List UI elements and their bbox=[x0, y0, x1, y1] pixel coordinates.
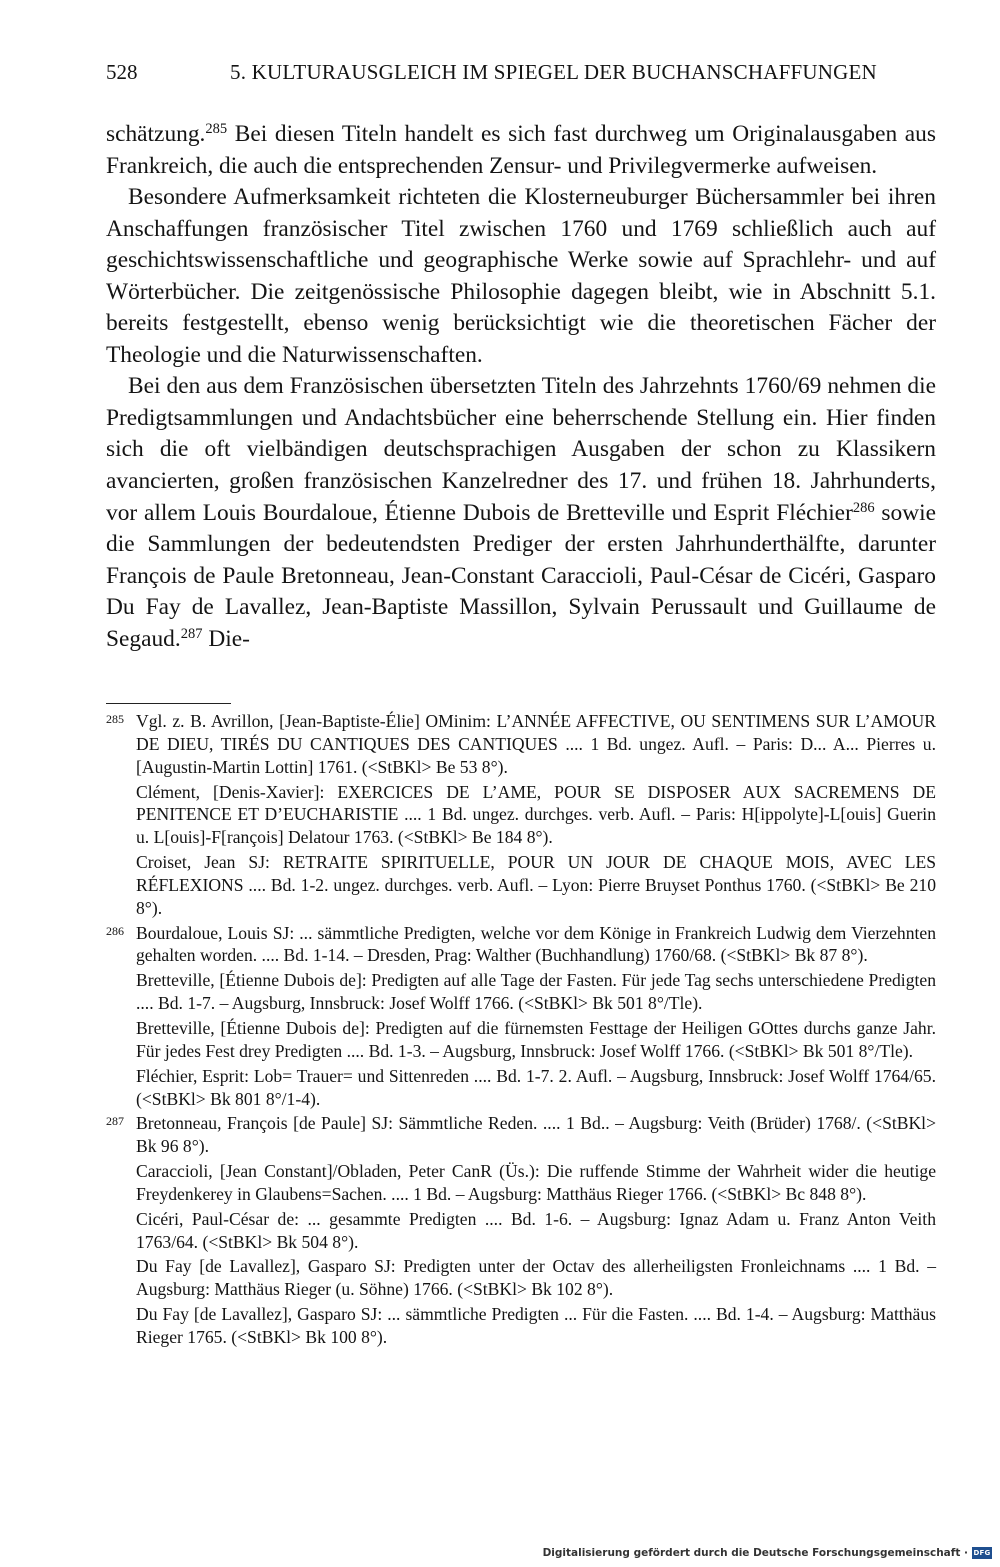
running-header bbox=[106, 58, 936, 86]
footnote-287 bbox=[106, 1112, 936, 1348]
footnote-entry: Bretteville, [Étienne Dubois de]: Predigten auf die fürnemsten Festtage der Heiligen GOttes durchs ganze Jahr. Für jedes Fest drey Predigten .... Bd. 1-3. – Augsburg, Innsbruck: Josef Wolff 1766. (<StBKl> Bk 501 8°/Tle). bbox=[136, 1017, 936, 1061]
footnote-ref-287[interactable]: 287 bbox=[180, 625, 203, 642]
dfg-logo-icon: DFG bbox=[973, 1549, 991, 1557]
digitization-credit bbox=[543, 1545, 992, 1561]
footnote-entry: Caraccioli, [Jean Constant]/Obladen, Peter CanR (Üs.): Die ruffende Stimme der Wahrheit wider die heutige Freydenkerey in Glaubens=Sachen. .... 1 Bd. – Augsburg: Matthäus Rieger 1766. (<StBKl> Bc 848 8°). bbox=[136, 1161, 936, 1204]
footnote-286 bbox=[106, 922, 936, 1111]
paragraph-3-text-a: Bei den aus dem Französischen übersetzten Titeln des Jahrzehnts 1760/69 nehmen die Predigtsammlungen und Andachtsbücher eine beherrschende Stellung ein. Hier finden sich die oft vielbändigen deutschsprachigen Ausgaben der schon zu Klassikern avancierten, großen französischen Kanzelredner des 17. und frühen 18. Jahrhunderts, vor allem Louis Bourdaloue, Étienne Dubois de Bretteville und Esprit Fléchier bbox=[106, 373, 936, 526]
footnote-entry: Fléchier, Esprit: Lob= Trauer= und Sittenreden .... Bd. 1-7. 2. Aufl. – Augsburg, Innsbruck: Josef Wolff 1764/65. (<StBKl> Bk 801 8°/1-4). bbox=[136, 1065, 936, 1109]
page-number: 528 bbox=[106, 60, 138, 84]
main-text bbox=[106, 119, 936, 655]
footnote-ref-286[interactable]: 286 bbox=[852, 499, 875, 516]
paragraph-2: Besondere Aufmerksamkeit richteten die Klosterneuburger Büchersammler bei ihren Anschaffungen französischer Titel zwischen 1760 und 1769 schließlich auch auf geschichtswissenschaftliche und geographische Werke sowie auf Sprachlehr- und auf Wörterbücher. Die zeitgenössische Philosophie dagegen bleibt, wie in Abschnitt 5.1. bereits festgestellt, ebenso wenig berücksichtigt wie die theoretischen Fächer der Theologie und die Naturwissenschaften. bbox=[106, 184, 936, 368]
footnote-entry: Cicéri, Paul-César de: ... gesammte Predigten .... Bd. 1-6. – Augsburg: Ignaz Adam u. Franz Anton Veith 1763/64. (<StBKl> Bk 504 8°). bbox=[136, 1208, 936, 1252]
footnote-entry: Bretonneau, François [de Paule] SJ: Sämmtliche Reden. .... 1 Bd.. – Augsburg: Veith (Brüder) 1768/. (<StBKl> Bk 96 8°). bbox=[136, 1113, 936, 1157]
footnote-285 bbox=[106, 710, 936, 920]
paragraph-3-text-b: sowie die Sammlungen der bedeutendsten Prediger der ersten Jahrhunderthälfte, darunter François de Paule Bretonneau, Jean-Constant Caraccioli, Paul-César de Cicéri, Gasparo Du Fay de Lavallez, Jean-Baptiste Massillon, Sylvain Perussault und Guillaume de Segaud. bbox=[106, 499, 936, 652]
footnote-entry: Bourdaloue, Louis SJ: ... sämmtliche Predigten, welche vor dem Könige in Frankreich Ludwig dem Vierzehnten gehalten worden. .... Bd. 1-14. – Dresden, Prag: Walther (Buchhandlung) 1760/68. (<StBKl> Bk 87 8°). bbox=[136, 922, 936, 966]
paragraph-1-text-b: Bei diesen Titeln handelt es sich fast durchweg um Originalausgaben aus Frankreich, die auch die entsprechenden Zensur- und Privilegvermerke aufweisen. bbox=[106, 121, 936, 179]
paragraph-1-text-a: schätzung. bbox=[106, 121, 206, 147]
paragraph-3-text-c: Die- bbox=[202, 625, 250, 652]
footnote-entry: Clément, [Denis-Xavier]: EXERCICES DE L’AME, POUR SE DISPOSER AUX SACREMENS DE PENITENCE ET D’EUCHARISTIE .... 1 Bd. ungez. durchges. verb. Aufl. – Paris: H[ippolyte]-L[ouis] Guerin u. L[ouis]-F[rançois] Delatour 1763. (<StBKl> Be 184 8°). bbox=[136, 781, 936, 848]
running-title: 5. KULTURAUSGLEICH IM SPIEGEL DER BUCHANSCHAFFUNGEN bbox=[230, 60, 877, 84]
footnote-entry: Croiset, Jean SJ: RETRAITE SPIRITUELLE, POUR UN JOUR DE CHAQUE MOIS, AVEC LES RÉFLEXIONS .... Bd. 1-2. ungez. durchges. verb. Aufl. – Lyon: Pierre Bruyset Ponthus 1760. (<StBKl> Be 210 8°). bbox=[136, 852, 936, 918]
footnote-entry: Bretteville, [Étienne Dubois de]: Predigten auf alle Tage der Fasten. Für jede Tag sechs unterschiedene Predigten .... Bd. 1-7. – Augsburg, Innsbruck: Josef Wolff 1766. (<StBKl> Bk 501 8°/Tle). bbox=[136, 970, 936, 1014]
footnote-entry: Du Fay [de Lavallez], Gasparo SJ: Predigten unter der Octav des allerheiligsten Fronleichnams .... 1 Bd. – Augsburg: Matthäus Rieger (u. Söhne) 1766. (<StBKl> Bk 102 8°). bbox=[136, 1256, 936, 1300]
footnote-separator bbox=[106, 703, 231, 704]
footnote-number: 287 bbox=[106, 1114, 124, 1129]
footnote-entry: Vgl. z. B. Avrillon, [Jean-Baptiste-Élie] OMinim: L’ANNÉE AFFECTIVE, OU SENTIMENS SUR L’AMOUR DE DIEU, TIRÉS DU CANTIQUES DES CANTIQUES .... 1 Bd. ungez. Aufl. – Paris: D... A... Pierres u. [Augustin-Martin Lottin] 1761. (<StBKl> Be 53 8°). bbox=[136, 711, 936, 777]
footnote-entry: Du Fay [de Lavallez], Gasparo SJ: ... sämmtliche Predigten ... Für die Fasten. .... Bd. 1-4. – Augsburg: Matthäus Rieger 1765. (<StBKl> Bk 100 8°). bbox=[136, 1304, 936, 1347]
credit-text: Digitalisierung gefördert durch die Deutsche Forschungsgemeinschaft · bbox=[542, 1547, 968, 1559]
footnote-ref-285[interactable]: 285 bbox=[205, 121, 228, 138]
footnote-number: 285 bbox=[106, 712, 124, 726]
paragraph-1 bbox=[106, 119, 936, 182]
paragraph-3 bbox=[106, 371, 936, 655]
footnotes bbox=[106, 710, 936, 1349]
footnote-number: 286 bbox=[106, 923, 124, 938]
